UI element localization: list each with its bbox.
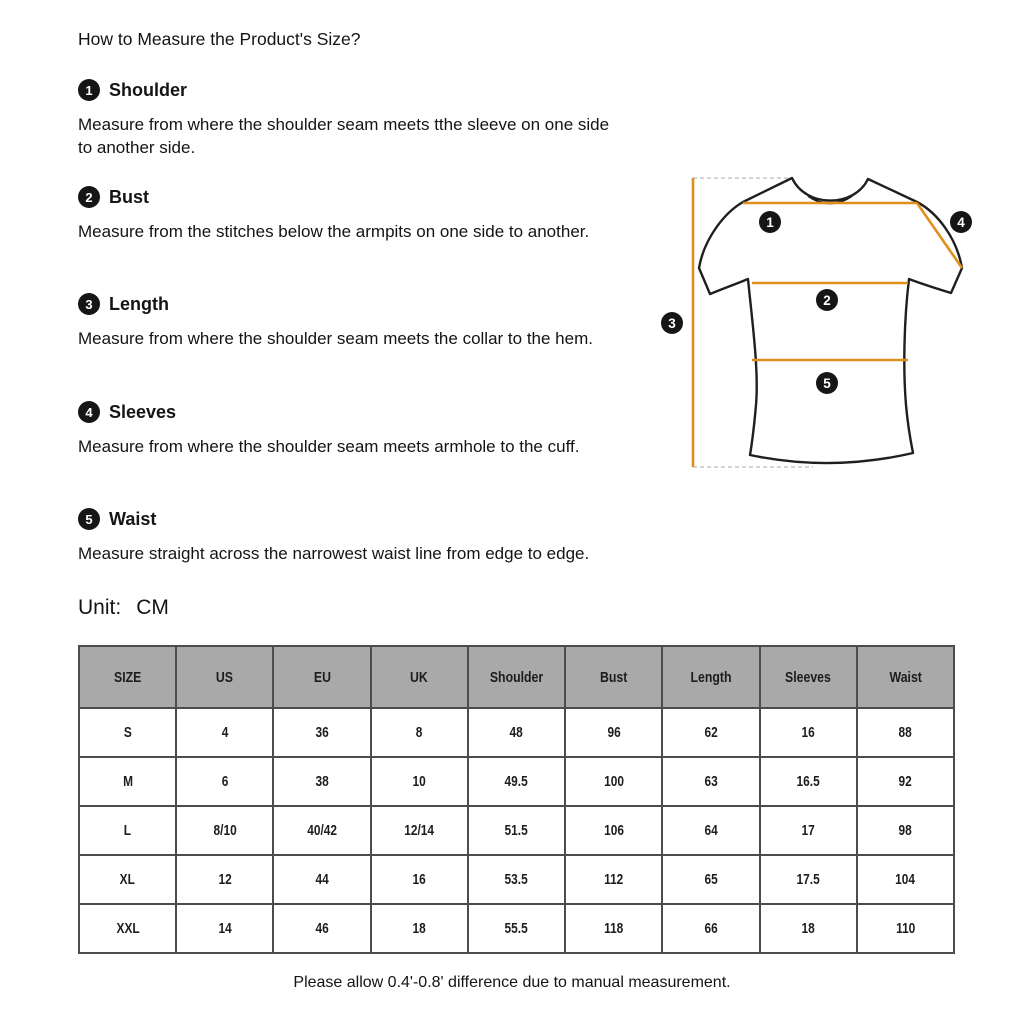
tshirt-measurement-diagram: [640, 150, 1024, 490]
diagram-marker-1: [759, 211, 781, 233]
size-table-cell: S: [79, 708, 176, 757]
size-table-cell: 17.5: [760, 855, 857, 904]
size-table-cell: 8/10: [176, 806, 273, 855]
step-3-description: Measure from where the shoulder seam meets the collar to the hem.: [78, 329, 593, 348]
size-table-header-cell: Bust: [565, 646, 662, 708]
step-1-description: Measure from where the shoulder seam meets tthe sleeve on one side to another side.: [78, 115, 610, 157]
size-table-cell: 62: [662, 708, 759, 757]
size-table-cell: 12/14: [371, 806, 468, 855]
size-table-cell: 55.5: [468, 904, 565, 953]
size-table-cell: 65: [662, 855, 759, 904]
step-1-title: Shoulder: [109, 79, 188, 100]
step-2-number: 2: [85, 189, 93, 205]
size-table-cell: 112: [565, 855, 662, 904]
size-table-cell: 40/42: [273, 806, 370, 855]
size-table-header-cell: US: [176, 646, 273, 708]
size-table-cell: 106: [565, 806, 662, 855]
step-3-badge-icon: [78, 293, 100, 315]
size-table-cell: 92: [857, 757, 954, 806]
size-table-cell: 51.5: [468, 806, 565, 855]
tshirt-outline: [699, 178, 962, 463]
size-table-cell: 16.5: [760, 757, 857, 806]
diagram-marker-5-label: 5: [823, 376, 831, 391]
size-table-cell: 16: [760, 708, 857, 757]
size-table-cell: L: [79, 806, 176, 855]
size-row-l: [79, 806, 954, 855]
step-shoulder: [78, 78, 612, 159]
step-1-number: 1: [85, 82, 93, 98]
size-table-cell: 36: [273, 708, 370, 757]
size-table-cell: 44: [273, 855, 370, 904]
size-table-header-cell: Shoulder: [468, 646, 565, 708]
step-3-title: Length: [109, 293, 169, 314]
size-table-cell: 88: [857, 708, 954, 757]
step-2-badge-icon: [78, 186, 100, 208]
size-table-cell: 118: [565, 904, 662, 953]
diagram-marker-5: [816, 372, 838, 394]
step-5-description: Measure straight across the narrowest waist line from edge to edge.: [78, 544, 590, 563]
step-3-number: 3: [85, 296, 93, 312]
size-table-header-cell: EU: [273, 646, 370, 708]
step-1-badge-icon: [78, 79, 100, 101]
size-table-cell: 6: [176, 757, 273, 806]
size-table-cell: 64: [662, 806, 759, 855]
size-table-cell: 48: [468, 708, 565, 757]
size-row-xxl: [79, 904, 954, 953]
diagram-marker-2: [816, 289, 838, 311]
size-table-cell: 49.5: [468, 757, 565, 806]
size-table-cell: 4: [176, 708, 273, 757]
size-table-cell: 98: [857, 806, 954, 855]
step-4-description: Measure from where the shoulder seam meets armhole to the cuff.: [78, 437, 580, 456]
page-title: How to Measure the Product's Size?: [78, 29, 361, 49]
step-bust: [78, 185, 612, 244]
step-sleeves-heading: [78, 400, 612, 424]
step-waist-heading: [78, 507, 612, 531]
step-sleeves: [78, 400, 612, 459]
size-table-cell: XL: [79, 855, 176, 904]
size-table-cell: 46: [273, 904, 370, 953]
size-table-cell: 17: [760, 806, 857, 855]
step-length-heading: [78, 292, 612, 316]
size-row-xl: [79, 855, 954, 904]
step-5-badge-icon: [78, 508, 100, 530]
size-table-cell: XXL: [79, 904, 176, 953]
size-table-header-cell: UK: [371, 646, 468, 708]
size-table-header-cell: Sleeves: [760, 646, 857, 708]
step-2-description: Measure from the stitches below the armpits on one side to another.: [78, 222, 590, 241]
size-table-cell: 96: [565, 708, 662, 757]
size-table-cell: 14: [176, 904, 273, 953]
size-table-header-cell: Length: [662, 646, 759, 708]
size-table-cell: 12: [176, 855, 273, 904]
step-5-title: Waist: [109, 508, 157, 529]
step-4-title: Sleeves: [109, 401, 177, 422]
diagram-marker-4: [950, 211, 972, 233]
size-table-cell: 63: [662, 757, 759, 806]
diagram-marker-3: [661, 312, 683, 334]
size-table-cell: 8: [371, 708, 468, 757]
size-table-cell: 66: [662, 904, 759, 953]
size-row-s: [79, 708, 954, 757]
diagram-marker-3-label: 3: [668, 316, 676, 331]
footer-note: Please allow 0.4'-0.8' difference due to manual measurement.: [293, 974, 731, 991]
size-table-cell: 38: [273, 757, 370, 806]
unit-label: Unit:: [78, 596, 122, 619]
step-4-number: 4: [85, 404, 93, 420]
diagram-marker-4-label: 4: [957, 215, 965, 230]
unit-value: CM: [136, 596, 169, 619]
size-table-cell: 16: [371, 855, 468, 904]
size-table-header-row: [79, 646, 954, 708]
size-table-cell: 110: [857, 904, 954, 953]
size-table-header-cell: SIZE: [79, 646, 176, 708]
diagram-marker-1-label: 1: [766, 215, 774, 230]
size-table-cell: 18: [760, 904, 857, 953]
step-waist: [78, 507, 612, 566]
size-table-cell: 104: [857, 855, 954, 904]
size-table: [78, 645, 955, 954]
step-length: [78, 292, 612, 351]
step-4-badge-icon: [78, 401, 100, 423]
unit-line: [78, 596, 169, 620]
size-row-m: [79, 757, 954, 806]
size-table-cell: 53.5: [468, 855, 565, 904]
step-5-number: 5: [85, 511, 93, 527]
size-table-cell: M: [79, 757, 176, 806]
diagram-marker-2-label: 2: [823, 293, 831, 308]
size-table-cell: 18: [371, 904, 468, 953]
size-table-cell: 100: [565, 757, 662, 806]
size-table-cell: 10: [371, 757, 468, 806]
step-shoulder-heading: [78, 78, 612, 102]
size-table-header-cell: Waist: [857, 646, 954, 708]
step-2-title: Bust: [109, 186, 149, 207]
step-bust-heading: [78, 185, 612, 209]
